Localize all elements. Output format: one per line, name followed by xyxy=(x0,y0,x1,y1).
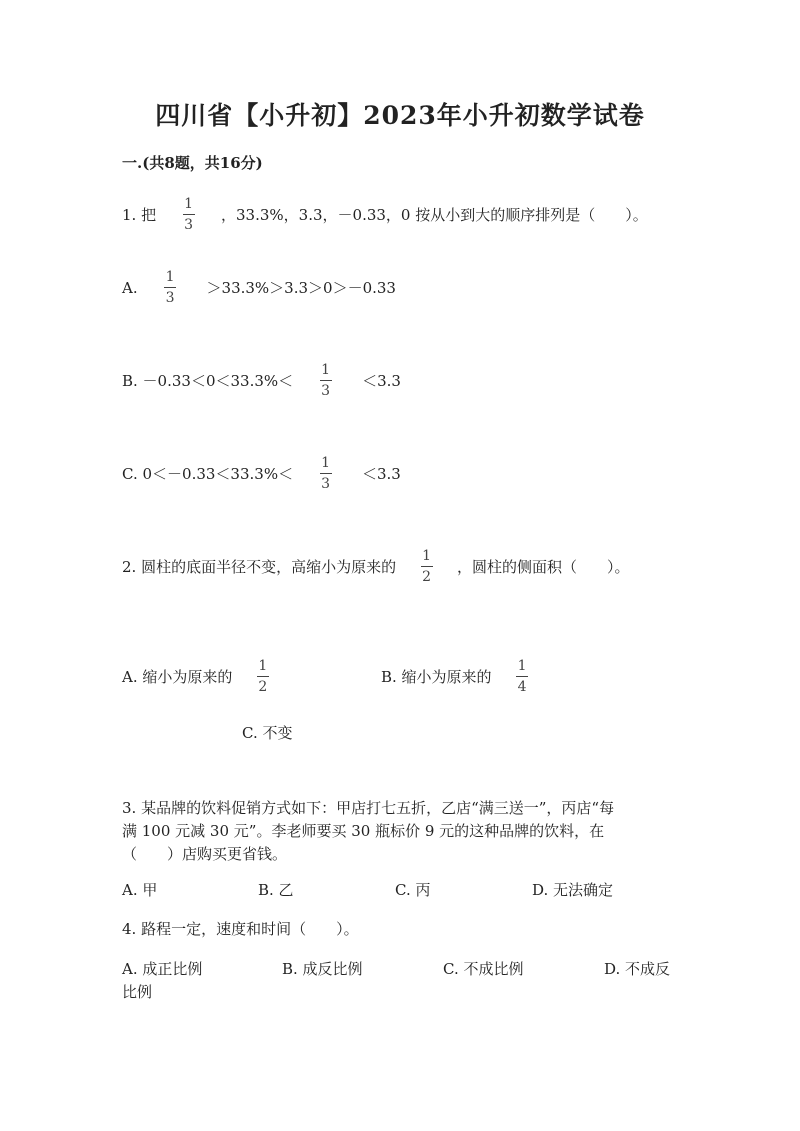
fraction-numerator: 1 xyxy=(321,455,330,471)
question-3-line-2: 满 100 元减 30 元”。李老师要买 30 瓶标价 9 元的这种品牌的饮料，在 xyxy=(122,822,605,840)
question-4-option-a: A. 成正比例 xyxy=(122,960,203,978)
fraction-bar xyxy=(164,287,176,288)
fraction-denominator: 2 xyxy=(422,569,432,585)
question-1-option-a xyxy=(122,269,396,306)
option-label: B. 缩小为原来的 xyxy=(381,668,492,686)
fraction-numerator: 1 xyxy=(517,658,527,674)
fraction xyxy=(182,196,195,233)
section-heading: 一.(共8题，共16分) xyxy=(122,154,263,172)
question-1-rest: ，33.3%，3.3，－0.33，0 按从小到大的顺序排列是（ ）。 xyxy=(221,206,648,224)
question-4-stem: 4. 路程一定，速度和时间（ ）。 xyxy=(122,920,359,938)
fraction-denominator: 3 xyxy=(184,217,194,233)
fraction-numerator: 1 xyxy=(165,269,175,285)
fraction xyxy=(319,362,332,399)
question-1-option-c xyxy=(122,455,401,492)
question-3-line-1: 3. 某品牌的饮料促销方式如下：甲店打七五折，乙店“满三送一”，丙店“每 xyxy=(122,799,615,817)
fraction-denominator: 3 xyxy=(165,290,175,306)
question-4-option-c: C. 不成比例 xyxy=(443,960,524,978)
question-1-stem xyxy=(122,196,648,233)
fraction-bar xyxy=(516,676,528,677)
option-label: C. 0＜－0.33＜33.3%＜ xyxy=(122,465,294,483)
question-2-prefix: 2. 圆柱的底面半径不变，高缩小为原来的 xyxy=(122,558,397,576)
question-4-option-d-continued: 比例 xyxy=(122,983,153,1001)
fraction-bar xyxy=(257,676,269,677)
question-3-option-d: D. 无法确定 xyxy=(532,881,614,899)
fraction xyxy=(164,269,177,306)
option-label: B. －0.33＜0＜33.3%＜ xyxy=(122,372,294,390)
question-4-option-b: B. 成反比例 xyxy=(282,960,363,978)
fraction-bar xyxy=(320,473,332,474)
option-text: ＜3.3 xyxy=(362,465,401,483)
question-2-option-c: C. 不变 xyxy=(242,724,293,742)
fraction-bar xyxy=(320,380,332,381)
question-3-option-c: C. 丙 xyxy=(395,881,431,899)
fraction-numerator: 1 xyxy=(422,548,432,564)
page-title: 四川省【小升初】2023年小升初数学试卷 xyxy=(155,101,645,130)
option-text: ＜3.3 xyxy=(362,372,401,390)
question-3-option-b: B. 乙 xyxy=(258,881,294,899)
question-1-prefix: 1. 把 xyxy=(122,206,157,224)
question-1-option-b xyxy=(122,362,401,399)
option-text: ＞33.3%＞3.3＞0＞－0.33 xyxy=(206,279,396,297)
fraction-numerator: 1 xyxy=(258,658,268,674)
fraction xyxy=(256,658,269,695)
fraction xyxy=(319,455,332,492)
fraction-denominator: 3 xyxy=(321,476,330,492)
fraction-denominator: 2 xyxy=(258,679,268,695)
fraction-denominator: 4 xyxy=(517,679,527,695)
question-4-option-d: D. 不成反 xyxy=(604,960,671,978)
fraction xyxy=(420,548,433,585)
fraction xyxy=(516,658,529,695)
option-label: A. xyxy=(122,278,138,297)
fraction-bar xyxy=(421,566,433,567)
fraction-numerator: 1 xyxy=(321,362,331,378)
fraction-denominator: 3 xyxy=(321,383,331,399)
question-3-line-3: （ ）店购买更省钱。 xyxy=(122,845,288,863)
option-label: A. 缩小为原来的 xyxy=(122,668,233,686)
question-2-option-a xyxy=(122,658,269,695)
question-2-rest: ，圆柱的侧面积（ ）。 xyxy=(457,558,630,576)
question-2-stem xyxy=(122,548,630,585)
fraction-numerator: 1 xyxy=(184,196,194,212)
question-3-option-a: A. 甲 xyxy=(122,881,158,899)
question-2-option-b xyxy=(381,658,528,695)
fraction-bar xyxy=(183,214,195,215)
